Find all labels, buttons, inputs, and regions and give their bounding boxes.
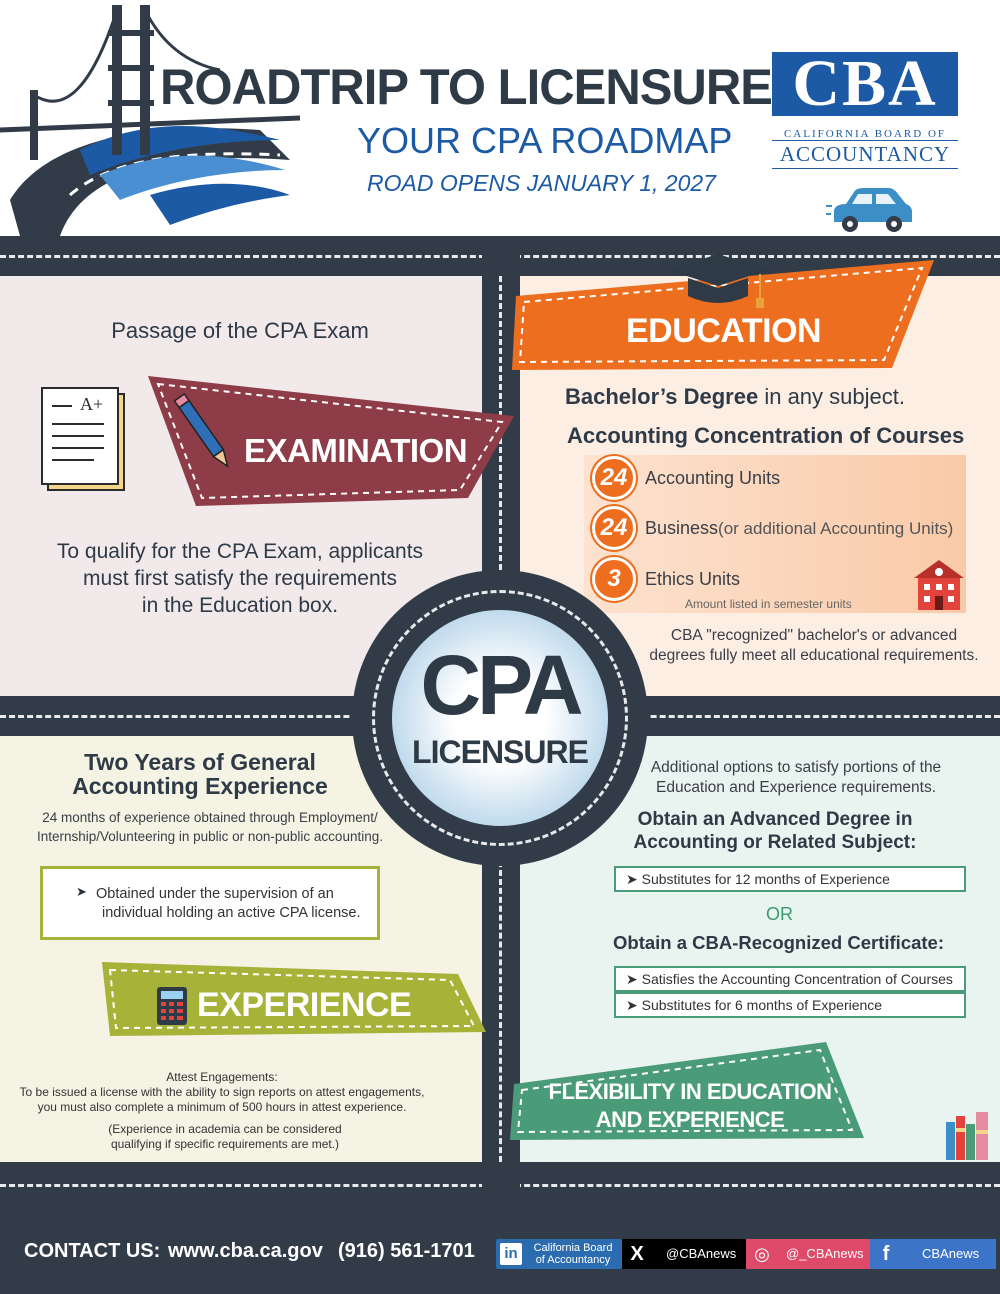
- instagram-icon: ◎: [754, 1244, 770, 1264]
- option-text: Substitutes for 6 months of Experience: [641, 997, 883, 1013]
- units-note: Amount listed in semester units: [685, 597, 852, 611]
- supervision-line: individual holding an active CPA license.: [102, 905, 361, 921]
- website-link[interactable]: www.cba.ca.gov: [168, 1240, 323, 1262]
- linkedin-link[interactable]: [496, 1239, 622, 1269]
- academia-line: (Experience in academia can be considered: [108, 1122, 342, 1136]
- academia-line: qualifying if specific requirements are met.): [110, 1137, 340, 1151]
- advanced-degree-option: [614, 866, 966, 892]
- cba-logo-letters: CBA: [772, 52, 958, 116]
- arrow-bullet-icon: ➤: [626, 971, 642, 987]
- x-handle: @CBAnews: [666, 1246, 737, 1261]
- car-icon: [826, 184, 912, 236]
- attest-title: Attest Engagements:: [166, 1070, 278, 1084]
- examination-body-line: To qualify for the CPA Exam, applicants: [56, 540, 424, 563]
- unit-label-note: (or additional Accounting Units): [718, 519, 954, 538]
- school-building-icon: [912, 556, 966, 612]
- certificate-option: [614, 992, 966, 1018]
- advanced-degree-heading: [620, 808, 930, 854]
- attest-line: you must also complete a minimum of 500 hours in attest experience.: [37, 1100, 407, 1114]
- degree-bold: Bachelor’s Degree: [565, 384, 759, 409]
- option-text: Satisfies the Accounting Concentration of Courses: [641, 971, 953, 987]
- unit-count-badge: 24: [592, 506, 636, 550]
- linkedin-label-line: California Board: [533, 1242, 613, 1254]
- grade-mark: A+: [80, 394, 104, 414]
- phone-number[interactable]: (916) 561-1701: [338, 1240, 475, 1262]
- calculator-icon: [156, 986, 188, 1026]
- certificate-heading: Obtain a CBA-Recognized Certificate:: [613, 932, 944, 953]
- experience-description: [10, 808, 410, 846]
- degree-requirement: [565, 384, 905, 410]
- supervision-line: Obtained under the supervision of an: [96, 886, 334, 902]
- page-subtitle: YOUR CPA ROADMAP: [357, 120, 733, 161]
- examination-body-line: in the Education box.: [141, 594, 339, 617]
- unit-label: Ethics Units: [645, 569, 741, 589]
- golden-gate-bridge-illustration: [0, 0, 300, 236]
- examination-body-line: must first satisfy the requirements: [83, 567, 397, 590]
- recognized-line: degrees fully meet all educational requirements.: [649, 647, 979, 664]
- flexibility-banner-label: [540, 1078, 840, 1134]
- attest-engagements: [10, 1070, 434, 1115]
- header: [0, 0, 1000, 236]
- facebook-link[interactable]: [870, 1239, 996, 1269]
- education-banner-label: EDUCATION: [626, 312, 822, 350]
- cba-logo-line1: CALIFORNIA BOARD OF: [783, 128, 947, 140]
- linkedin-label-line: of Accountancy: [535, 1254, 611, 1266]
- graduation-cap-icon: [664, 252, 774, 314]
- facebook-icon: f: [882, 1243, 890, 1265]
- or-divider: OR: [766, 904, 793, 924]
- books-icon: [944, 1110, 992, 1160]
- certificate-option: [614, 966, 966, 992]
- page-title: ROADTRIP TO LICENSURE: [160, 59, 772, 115]
- concentration-heading: Accounting Concentration of Courses: [567, 423, 965, 448]
- experience-heading-line: Accounting Experience: [72, 773, 328, 799]
- degree-rest: in any subject.: [764, 384, 905, 409]
- unit-label: [645, 518, 953, 539]
- experience-heading: [40, 750, 360, 798]
- cba-logo-line2: ACCOUNTANCY: [772, 140, 958, 169]
- advanced-degree-line: Accounting or Related Subject:: [633, 832, 917, 853]
- arrow-bullet-icon: ➤: [626, 997, 642, 1013]
- road-opens-date: ROAD OPENS JANUARY 1, 2027: [367, 170, 716, 196]
- cpa-title: CPA: [420, 638, 580, 732]
- arrow-bullet-icon: ➤: [626, 871, 642, 887]
- flexibility-intro-line: Education and Experience requirements.: [655, 779, 937, 796]
- linkedin-label: [528, 1242, 618, 1266]
- linkedin-icon: in: [500, 1243, 522, 1265]
- instagram-handle: @_CBAnews: [786, 1246, 864, 1261]
- contact-label: CONTACT US:: [24, 1240, 161, 1262]
- unit-label-main: Business: [645, 518, 719, 538]
- experience-banner-label: EXPERIENCE: [197, 986, 412, 1024]
- supervision-text: [96, 885, 360, 923]
- unit-count-badge: 24: [592, 456, 636, 500]
- instagram-link[interactable]: [746, 1239, 870, 1269]
- arrow-bullet-icon: ➤: [76, 884, 87, 899]
- unit-label: Accounting Units: [645, 468, 781, 488]
- x-icon: X: [630, 1243, 644, 1265]
- x-link[interactable]: [622, 1239, 746, 1269]
- attest-line: To be issued a license with the ability to sign reports on attest engagements,: [19, 1085, 425, 1099]
- unit-count-badge: 3: [592, 557, 636, 601]
- cba-logo: [772, 47, 958, 170]
- option-text: Substitutes for 12 months of Experience: [641, 871, 890, 887]
- examination-heading: Passage of the CPA Exam: [111, 318, 369, 343]
- flexibility-intro-line: Additional options to satisfy portions of the: [650, 759, 942, 776]
- facebook-handle: CBAnews: [922, 1246, 980, 1261]
- recognized-degrees-note: [640, 626, 988, 666]
- flexibility-intro: [640, 758, 952, 798]
- academia-note: [90, 1122, 360, 1152]
- licensure-title: LICENSURE: [412, 734, 588, 770]
- flexibility-banner-line: FLEXIBILITY IN EDUCATION: [548, 1079, 832, 1104]
- examination-body: [20, 538, 460, 619]
- advanced-degree-line: Obtain an Advanced Degree in: [637, 809, 913, 830]
- flexibility-banner-line: AND EXPERIENCE: [595, 1107, 785, 1132]
- experience-desc-line: Internship/Volunteering in public or non-public accounting.: [37, 829, 383, 844]
- experience-heading-line: Two Years of General: [84, 749, 316, 775]
- recognized-line: CBA "recognized" bachelor's or advanced: [670, 627, 958, 644]
- examination-banner-label: EXAMINATION: [244, 432, 468, 469]
- experience-desc-line: 24 months of experience obtained through Employment/: [42, 810, 378, 825]
